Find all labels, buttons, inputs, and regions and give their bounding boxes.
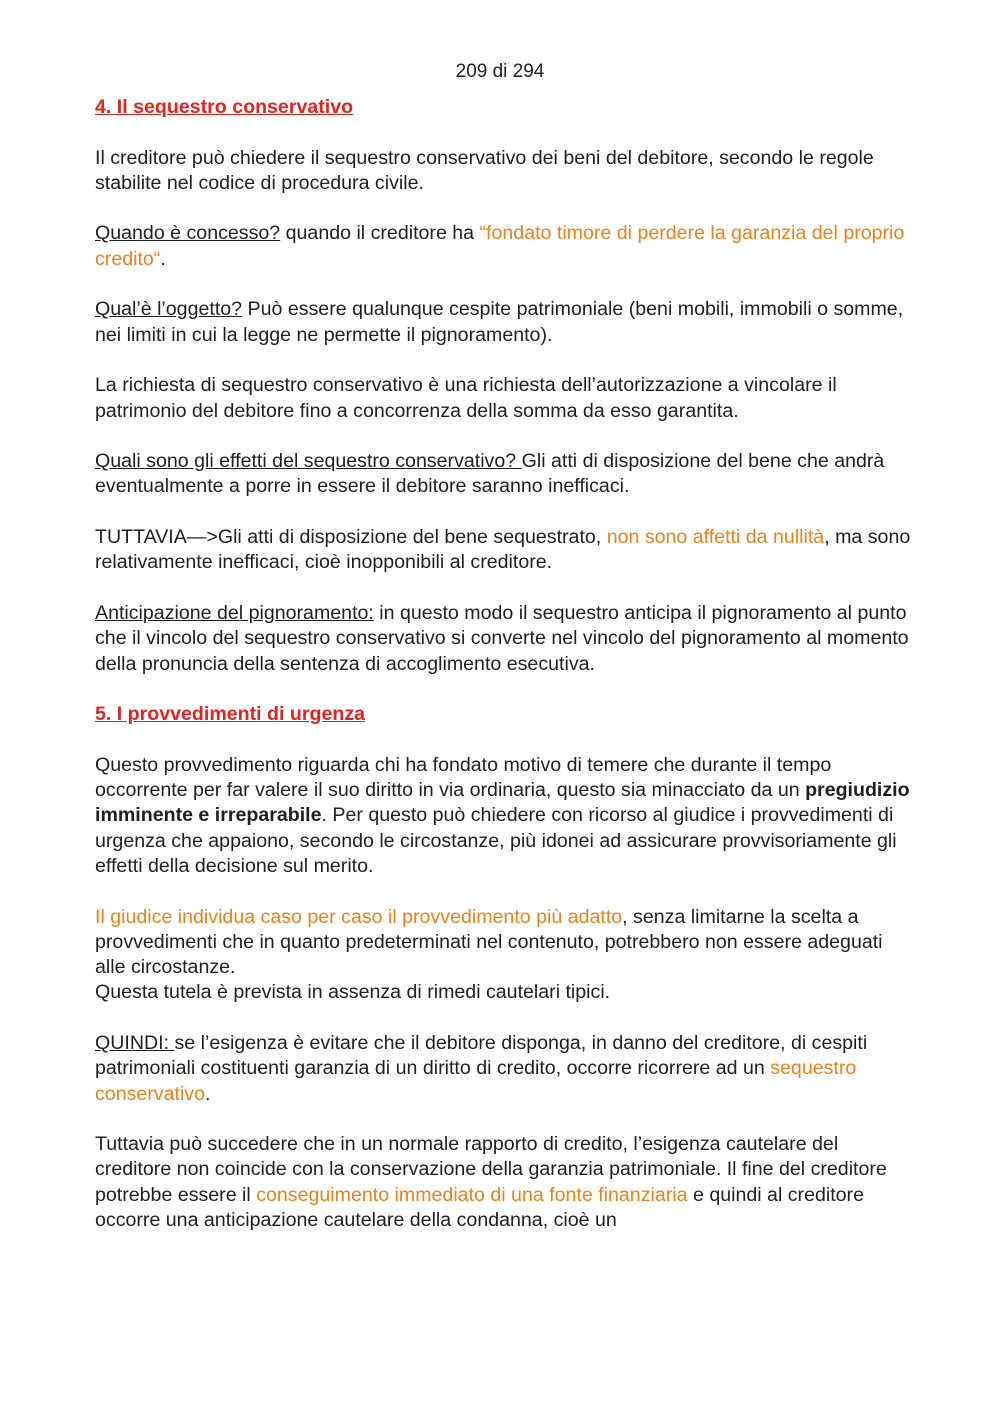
question-label: QUINDI: (95, 1031, 175, 1054)
paragraph (95, 146, 915, 197)
question-label: Qual’è l’oggetto? (95, 298, 243, 321)
paragraph-text: Gli atti di disposizione del bene che andrà eventualmente a porre in essere il debitore saranno inefficaci. (95, 450, 885, 498)
paragraph (95, 449, 915, 500)
paragraph (95, 905, 915, 1006)
paragraph (95, 221, 915, 272)
question-label: Anticipazione del pignoramento: (95, 601, 374, 624)
paragraph-text: quando il creditore ha (280, 222, 480, 245)
highlighted-text: sequestro conservativo (95, 1057, 857, 1105)
page-content (95, 95, 915, 1233)
paragraph-text: e quindi al creditore occorre una anticipazione cautelare della condanna, cioè un (95, 1183, 864, 1232)
paragraph (95, 373, 915, 424)
paragraph-text: , senza limitarne la scelta a provvedimenti che in quanto predeterminati nel contenuto, potrebbero non essere adeguati alle circostanze. (95, 905, 883, 979)
question-label: Quando è concesso? (95, 222, 281, 245)
highlighted-text: conseguimento immediato di una fonte finanziaria (256, 1183, 688, 1206)
paragraph-text: . (205, 1082, 211, 1105)
page-number: 209 di 294 (455, 61, 545, 82)
paragraph-text: Questa tutela è prevista in assenza di rimedi cautelari tipici. (95, 981, 611, 1004)
paragraph-text: La richiesta di sequestro conservativo è una richiesta dell’autorizzazione a vincolare il patrimonio del debitore fino a concorrenza della somma da esso garantita. (95, 374, 837, 422)
question-label: Quali sono gli effetti del sequestro conservativo? (95, 450, 522, 473)
paragraph-text: se l’esigenza è evitare che il debitore disponga, in danno del creditore, di cespiti patrimoniali costituenti garanzia di un diritto di credito, occorre ricorrere ad un (95, 1031, 868, 1080)
paragraph-text: . (160, 247, 166, 270)
highlighted-text: non sono affetti da nullità (606, 526, 825, 549)
paragraph-text: Questo provvedimento riguarda chi ha fondato motivo di temere che durante il tempo occorrente per far valere il suo diritto in via ordinaria, questo sia minacciato da un (95, 753, 832, 802)
paragraph-text: in questo modo il sequestro anticipa il pignoramento al punto che il vincolo del sequestro conservativo si converte nel vincolo del pignoramento al momento della pronuncia della sentenza di accoglimento esecutiva. (95, 601, 909, 675)
bold-text: pregiudizio imminente e irreparabile (95, 779, 910, 827)
paragraph (95, 601, 915, 677)
paragraph-text: TUTTAVIA—>Gli atti di disposizione del bene sequestrato, (95, 526, 607, 549)
paragraph (95, 1132, 915, 1233)
highlighted-text: “fondato timore di perdere la garanzia del proprio credito“ (95, 222, 905, 270)
paragraph-text: Può essere qualunque cespite patrimoniale (beni mobili, immobili o somme, nei limiti in cui la legge ne permette il pignoramento). (95, 298, 904, 346)
highlighted-text: Il giudice individua caso per caso il provvedimento più adatto (95, 905, 623, 928)
paragraph (95, 525, 915, 576)
section-heading: 5. I provvedimenti di urgenza (95, 703, 366, 726)
paragraph (95, 297, 915, 348)
paragraph-text: Il creditore può chiedere il sequestro conservativo dei beni del debitore, secondo le regole stabilite nel codice di procedura civile. (95, 146, 874, 194)
paragraph (95, 753, 915, 879)
section-heading: 4. Il sequestro conservativo (95, 96, 354, 118)
paragraph-text: , ma sono relativamente inefficaci, cioè inopponibili al creditore. (95, 526, 911, 574)
paragraph-text: Tuttavia può succedere che in un normale rapporto di credito, l’esigenza cautelare del creditore non coincide con la conservazione della garanzia patrimoniale. Il fine del creditore potrebbe essere il (95, 1133, 887, 1206)
paragraph (95, 1031, 915, 1107)
paragraph-text: . Per questo può chiedere con ricorso al giudice i provvedimenti di urgenza che appaiono, secondo le circostanze, più idonei ad assicurare provvisoriamente gli effetti della decisione sul merito. (95, 804, 897, 877)
